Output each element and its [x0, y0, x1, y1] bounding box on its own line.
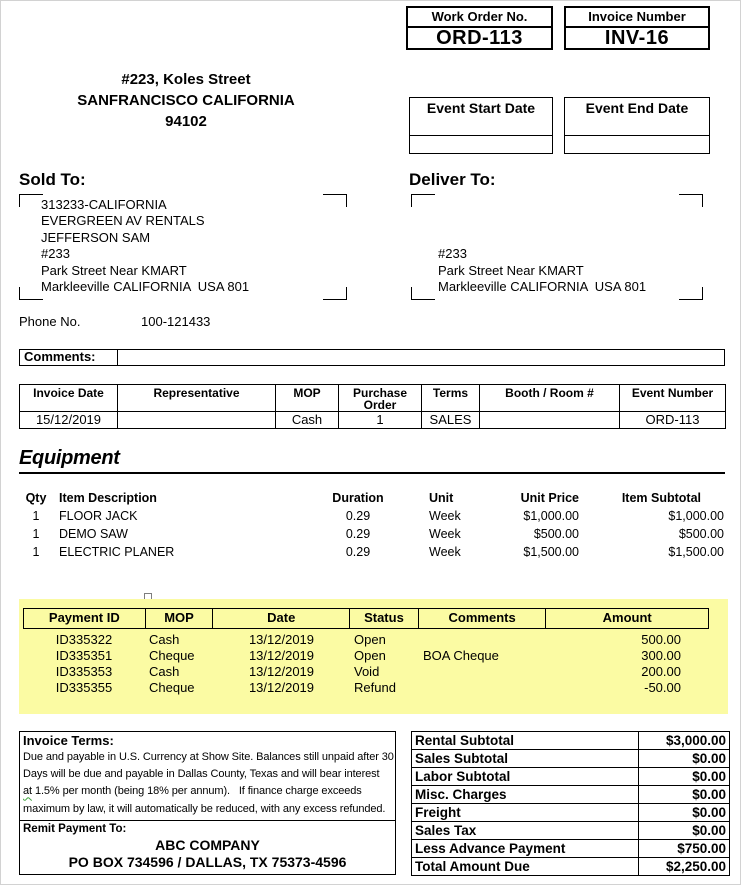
sold-to-line: #233 — [41, 246, 70, 262]
equipment-rule — [19, 472, 725, 474]
bracket-icon — [19, 287, 43, 300]
col-header-terms: Terms — [422, 385, 480, 412]
terms-line — [23, 783, 392, 800]
col-header-unit-price: Unit Price — [520, 491, 579, 505]
col-header-invoice-date: Invoice Date — [20, 385, 118, 412]
duration-cell: 0.29 — [345, 509, 371, 523]
sold-to-line: Markleeville CALIFORNIA USA 801 — [41, 278, 250, 294]
col-header-payment-id: Payment ID — [24, 609, 146, 628]
company-address-line1: #223, Koles Street — [121, 71, 251, 88]
deliver-to-line: Park Street Near KMART — [438, 262, 584, 278]
bracket-icon — [411, 287, 435, 300]
payments-rows — [23, 632, 709, 696]
deliver-to-address-window — [411, 194, 703, 300]
total-label: Freight — [412, 804, 639, 822]
work-order-box — [406, 6, 553, 50]
event-number-value: ORD-113 — [620, 412, 726, 429]
event-start-date-label: Event Start Date — [410, 98, 552, 136]
item-description-cell: DEMO SAW — [59, 527, 128, 541]
payment-row — [23, 680, 709, 696]
sold-to-heading: Sold To: — [19, 170, 86, 189]
qty-cell: 1 — [32, 545, 40, 559]
event-end-date-value — [565, 136, 709, 152]
payment-comments-cell: BOA Cheque — [423, 648, 499, 663]
total-label: Misc. Charges — [412, 786, 639, 804]
bracket-icon — [411, 194, 435, 207]
deliver-to-line — [438, 213, 646, 229]
invoice-number-label: Invoice Number — [566, 8, 708, 28]
payment-status-cell: Open — [354, 648, 386, 663]
total-row — [412, 804, 730, 822]
equipment-section-title: Equipment — [19, 447, 120, 469]
order-info-value-row — [20, 412, 726, 429]
total-label: Less Advance Payment — [412, 840, 639, 858]
remit-company: ABC COMPANY — [155, 837, 260, 853]
invoice-terms-title: Invoice Terms: — [23, 733, 114, 748]
total-label: Rental Subtotal — [412, 732, 639, 750]
payment-status-cell: Void — [354, 664, 380, 679]
event-end-date-box — [564, 97, 710, 154]
duration-cell: 0.29 — [345, 545, 371, 559]
total-label: Total Amount Due — [412, 858, 639, 876]
deliver-to-line — [438, 197, 646, 213]
total-label: Sales Tax — [412, 822, 639, 840]
terms-value: SALES — [422, 412, 480, 429]
payment-mop-cell: Cash — [149, 664, 180, 679]
work-order-label: Work Order No. — [408, 8, 551, 28]
payment-date-cell: 13/12/2019 — [248, 664, 315, 679]
payment-comments-cell — [419, 664, 547, 680]
total-row — [412, 732, 730, 750]
total-value: $2,250.00 — [639, 858, 730, 876]
equipment-row — [19, 525, 725, 543]
total-row — [412, 768, 730, 786]
comments-row — [19, 349, 725, 366]
unit-price-cell: $500.00 — [533, 527, 579, 541]
company-address — [26, 69, 346, 132]
sold-to-line: JEFFERSON SAM — [41, 229, 151, 245]
remit-payment-title: Remit Payment To: — [23, 823, 127, 835]
col-header-booth-room: Booth / Room # — [480, 385, 620, 412]
payment-id-cell: ID335355 — [55, 680, 113, 695]
bracket-icon — [323, 287, 347, 300]
col-header-mop: MOP — [276, 385, 339, 412]
terms-line-rest: 1.5% per month (being 18% per annum). If finance charge exceeds — [31, 785, 362, 798]
sold-to-line: EVERGREEN AV RENTALS — [41, 213, 205, 229]
payment-amount-cell: 200.00 — [641, 664, 681, 679]
col-header-item-subtotal: Item Subtotal — [621, 491, 701, 505]
payment-id-cell: ID335351 — [55, 648, 113, 663]
total-row — [412, 750, 730, 768]
invoice-terms-section — [20, 732, 395, 821]
total-value: $0.00 — [639, 822, 730, 840]
unit-price-cell: $1,500.00 — [523, 545, 579, 559]
unit-price-cell: $1,000.00 — [523, 509, 579, 523]
payment-row — [23, 648, 709, 664]
total-row — [412, 840, 730, 858]
total-value: $0.00 — [639, 804, 730, 822]
deliver-to-heading: Deliver To: — [409, 170, 496, 189]
payment-comments-cell — [419, 680, 547, 696]
event-end-date-label: Event End Date — [565, 98, 709, 136]
unit-cell: Week — [429, 509, 461, 523]
booth-room-value — [480, 412, 620, 429]
sold-to-address-window — [19, 194, 347, 300]
payment-row — [23, 664, 709, 680]
payments-highlight-area — [19, 599, 728, 714]
total-value: $0.00 — [639, 786, 730, 804]
terms-remit-box — [19, 731, 396, 875]
item-description-cell: ELECTRIC PLANER — [59, 545, 175, 559]
deliver-to-line: Markleeville CALIFORNIA USA 801 — [438, 278, 647, 294]
qty-cell: 1 — [32, 527, 40, 541]
col-header-pay-mop: MOP — [146, 609, 214, 628]
col-header-item-description: Item Description — [59, 491, 157, 505]
company-address-line3: 94102 — [165, 113, 207, 130]
payment-comments-cell — [419, 632, 547, 648]
total-value: $0.00 — [639, 750, 730, 768]
payment-date-cell: 13/12/2019 — [248, 680, 315, 695]
payment-mop-cell: Cash — [149, 632, 180, 647]
col-header-pay-date: Date — [213, 609, 350, 628]
payment-mop-cell: Cheque — [149, 680, 195, 695]
invoice-number-box — [564, 6, 710, 50]
duration-cell: 0.29 — [345, 527, 371, 541]
unit-cell: Week — [429, 545, 461, 559]
payment-status-cell: Refund — [354, 680, 396, 695]
item-description-cell: FLOOR JACK — [59, 509, 138, 523]
total-row — [412, 786, 730, 804]
total-label: Sales Subtotal — [412, 750, 639, 768]
unit-cell: Week — [429, 527, 461, 541]
bracket-icon — [19, 194, 43, 207]
totals-table — [411, 731, 730, 876]
phone-label: Phone No. — [19, 314, 81, 329]
event-start-date-box — [409, 97, 553, 154]
remit-address: PO BOX 734596 / DALLAS, TX 75373-4596 — [68, 854, 347, 870]
spellcheck-word: at — [23, 785, 32, 798]
purchase-order-value: 1 — [339, 412, 422, 429]
payment-amount-cell: 300.00 — [641, 648, 681, 663]
equipment-row — [19, 543, 725, 561]
bracket-icon — [679, 287, 703, 300]
col-header-representative: Representative — [118, 385, 276, 412]
total-value: $3,000.00 — [639, 732, 730, 750]
payment-date-cell: 13/12/2019 — [248, 648, 315, 663]
payment-row — [23, 632, 709, 648]
col-header-event-number: Event Number — [620, 385, 726, 412]
col-header-qty: Qty — [25, 491, 47, 505]
representative-value — [118, 412, 276, 429]
qty-cell: 1 — [32, 509, 40, 523]
terms-line: Days will be due and payable in Dallas County, Texas and will bear interest — [23, 768, 380, 781]
work-order-value: ORD-113 — [436, 27, 523, 49]
mop-value: Cash — [276, 412, 339, 429]
comments-value[interactable] — [118, 350, 724, 365]
col-header-pay-status: Status — [350, 609, 419, 628]
equipment-row — [19, 507, 725, 525]
payment-date-cell: 13/12/2019 — [248, 632, 315, 647]
col-header-duration: Duration — [332, 491, 384, 505]
bracket-icon — [679, 194, 703, 207]
total-value: $0.00 — [639, 768, 730, 786]
phone-value: 100-121433 — [141, 314, 211, 329]
total-row — [412, 858, 730, 876]
payment-amount-cell: 500.00 — [641, 632, 681, 647]
deliver-to-line — [438, 230, 646, 246]
col-header-purchase-order: Purchase Order — [339, 385, 422, 412]
sold-to-line: Park Street Near KMART — [41, 262, 187, 278]
col-header-pay-comments: Comments — [419, 609, 547, 628]
total-label: Labor Subtotal — [412, 768, 639, 786]
col-header-pay-amount: Amount — [602, 610, 652, 625]
col-header-unit: Unit — [429, 491, 454, 505]
equipment-table — [19, 489, 725, 561]
remit-payment-section — [20, 821, 395, 872]
equipment-header-row — [19, 489, 725, 507]
sold-to-line: 313233-CALIFORNIA — [41, 197, 167, 212]
deliver-to-line: #233 — [438, 246, 467, 262]
invoice-number-value: INV-16 — [604, 27, 670, 49]
item-subtotal-cell: $500.00 — [678, 527, 724, 541]
payment-amount-cell: -50.00 — [644, 680, 681, 695]
comments-label: Comments: — [20, 350, 118, 365]
payment-id-cell: ID335353 — [55, 664, 113, 679]
payments-header-row — [23, 608, 709, 629]
payment-status-cell: Open — [354, 632, 386, 647]
total-value: $750.00 — [639, 840, 730, 858]
event-start-date-value — [410, 136, 552, 152]
terms-line: maximum by law, it will automatically be reduced, with any excess refunded. — [23, 802, 386, 815]
terms-line: Due and payable in U.S. Currency at Show Site. Balances still unpaid after 30 — [23, 751, 394, 763]
bracket-icon — [323, 194, 347, 207]
payment-id-cell: ID335322 — [55, 632, 113, 647]
payment-mop-cell: Cheque — [149, 648, 195, 663]
order-info-table — [19, 384, 726, 429]
item-subtotal-cell: $1,500.00 — [668, 545, 724, 559]
total-row — [412, 822, 730, 840]
company-address-line2: SANFRANCISCO CALIFORNIA — [77, 92, 295, 109]
invoice-date-value: 15/12/2019 — [20, 412, 118, 429]
order-info-header-row — [20, 385, 726, 412]
item-subtotal-cell: $1,000.00 — [668, 509, 724, 523]
